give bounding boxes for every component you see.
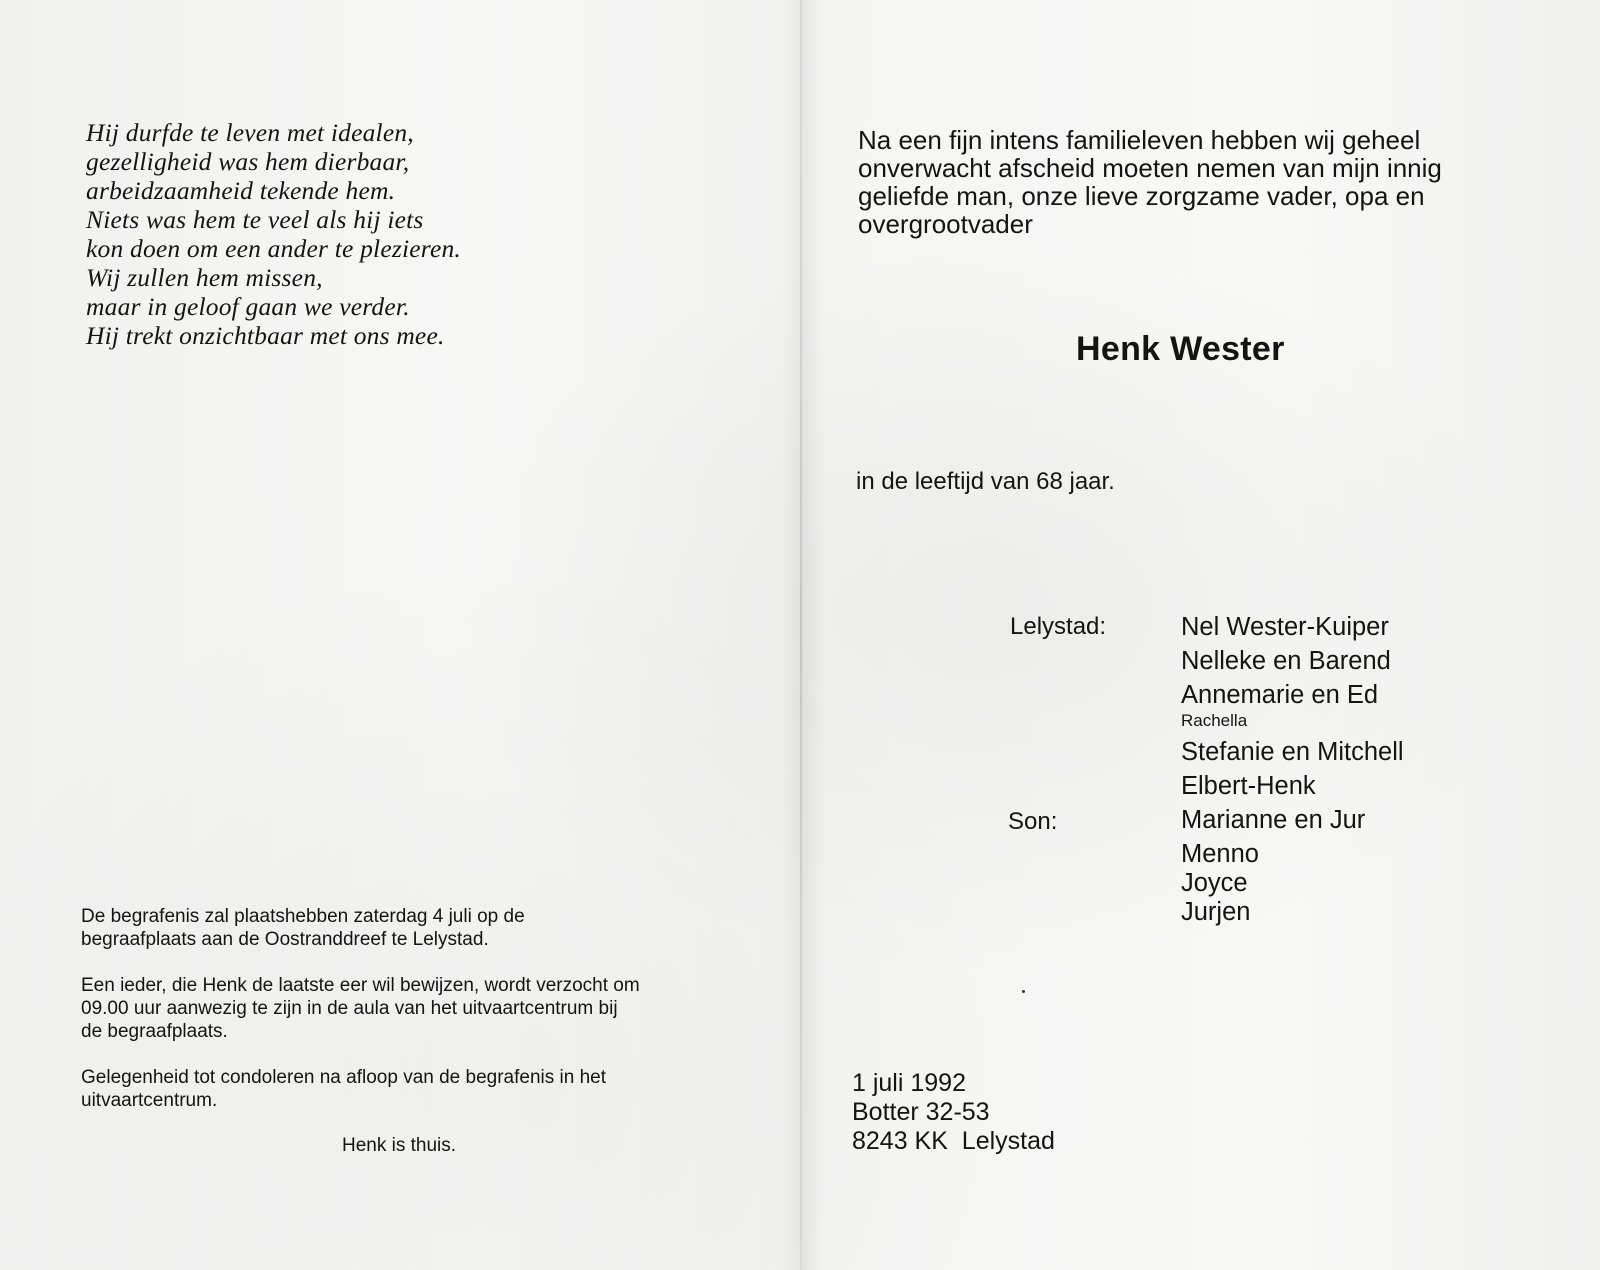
intro-line: overgrootvader [858,209,1033,239]
intro-line: Na een fijn intens familieleven hebben wij geheel [858,125,1421,155]
poem [86,118,606,350]
funeral-info [81,905,771,1135]
center-fold [800,0,802,1270]
at-home-note: Henk is thuis. [342,1135,457,1156]
attendance-line: de begraafplaats. [81,1021,228,1042]
family-member: Elbert-Henk [1181,772,1316,800]
date-and-address [852,1069,1055,1156]
funeral-line: De begrafenis zal plaatshebben zaterdag 4 juli op de [81,906,525,927]
address-line: 1 juli 1992 [852,1069,966,1097]
condolence-line: uitvaartcentrum. [81,1090,218,1111]
family-member: Annemarie en Ed [1181,681,1379,709]
address-line: Botter 32-53 [852,1098,990,1126]
family-member: Joyce [1181,869,1248,897]
intro-line: onverwacht afscheid moeten nemen van mijn innig [858,153,1442,183]
age-line: in de leeftijd van 68 jaar. [856,468,1115,495]
attendance-line: Een ieder, die Henk de laatste eer wil bewijzen, wordt verzocht om [81,975,640,996]
attendance-paragraph [81,974,771,1043]
poem-line: Hij durfde te leven met idealen, [86,118,414,147]
ink-dot [1022,990,1025,993]
announcement-intro [858,126,1558,238]
family-member: Marianne en Jur [1181,806,1366,834]
poem-line: Wij zullen hem missen, [86,263,323,292]
poem-line: Hij trekt onzichtbaar met ons mee. [86,321,445,350]
condolence-line: Gelegenheid tot condoleren na afloop van de begrafenis in het [81,1067,607,1088]
poem-line: maar in geloof gaan we verder. [86,292,410,321]
family-member: Menno [1181,840,1259,868]
family-member: Nel Wester-Kuiper [1181,613,1389,641]
condolence-paragraph [81,1066,771,1112]
poem-line: gezelligheid was hem dierbaar, [86,147,410,176]
place-lelystad: Lelystad: [1010,613,1107,640]
family-member: Nelleke en Barend [1181,647,1391,675]
funeral-line: begraafplaats aan de Oostranddreef te Lelystad. [81,929,489,950]
poem-line: Niets was hem te veel als hij iets [86,205,424,234]
poem-line: arbeidzaamheid tekende hem. [86,176,396,205]
family-member: Stefanie en Mitchell [1181,738,1404,766]
address-line: 8243 KK Lelystad [852,1127,1055,1155]
deceased-name: Henk Wester [1076,330,1285,368]
funeral-paragraph [81,905,771,951]
family-member: Jurjen [1181,898,1251,926]
poem-line: kon doen om een ander te plezieren. [86,234,461,263]
intro-line: geliefde man, onze lieve zorgzame vader, opa en [858,181,1425,211]
place-son: Son: [1008,808,1058,835]
attendance-line: 09.00 uur aanwezig te zijn in de aula van het uitvaartcentrum bij [81,998,618,1019]
family-member-grandchild: Rachella [1181,711,1248,730]
